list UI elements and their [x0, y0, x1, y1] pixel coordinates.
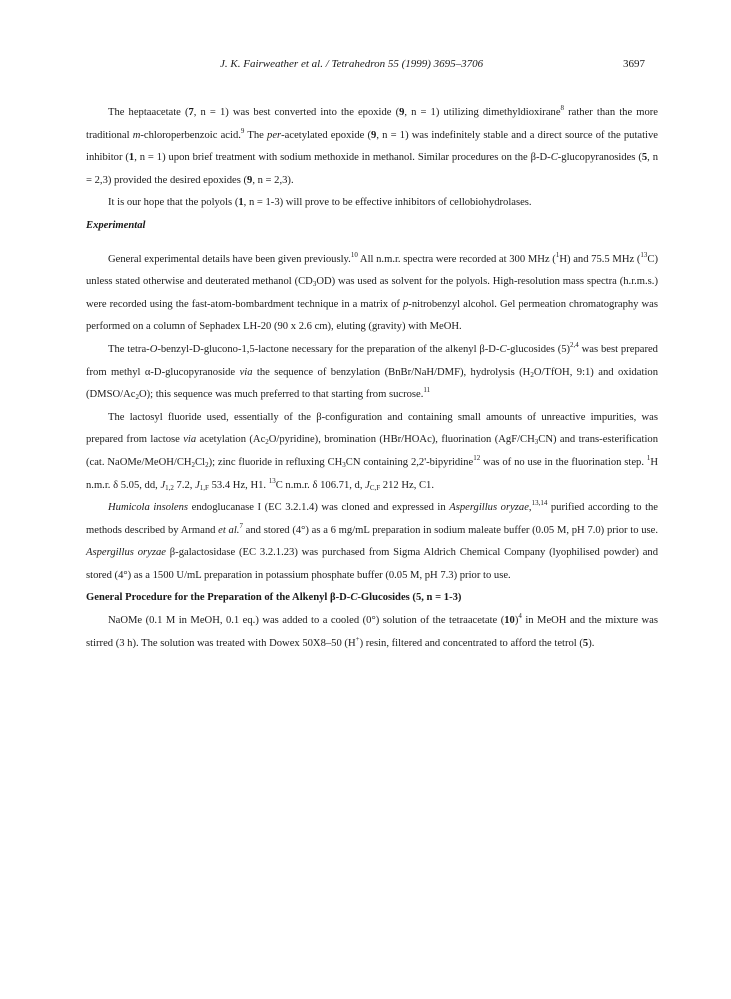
experimental-paragraph-2: The tetra-O-benzyl-D-glucono-1,5-lactone necessary for the preparation of the alkenyl β-D-C-glucosides $(5)^{2,4}$ was best prepared from methyl α-D-glucopyranoside via the sequence of benzylation (BnBr/NaH/DMF), hydrolysis ($H_2O$/TfOH, 9:1) and oxidation $(DMSO/Ac_2O)$; this sequence was much preferred to that starting from sucrose.$^{11}$: [86, 340, 658, 402]
running-title: J. K. Fairweather et al. / Tetrahedron 55 (1999) 3695–3706: [220, 58, 484, 70]
procedure-heading: General Procedure for the Preparation of the Alkenyl β-D-C-Glucosides (5, n = 1-3): [86, 592, 462, 604]
experimental-paragraph-1: General experimental details have been given previously.$^{10}$ All n.m.r. spectra were recorded at 300 MHz ($^1$H) and 75.5 MHz ($^{13}$C) unless stated otherwise and deuterated methanol $(CD_3OD)$ was used as solvent for the polyols. High-resolution mass spectra (h.r.m.s.) were recorded using the fast-atom-bombardment technique in a matrix of p-nitrobenzyl alcohol. Gel permeation chromatography was performed on a column of Sephadex LH-20 (90 x 2.6 cm), eluting (gravity) with MeOH.: [86, 250, 658, 333]
page-number: 3697: [623, 58, 645, 70]
experimental-heading: Experimental: [86, 219, 146, 231]
running-header: [0, 58, 731, 76]
experimental-paragraph-4: Humicola insolens endoglucanase I (EC 3.2.1.4) was cloned and expressed in Aspergillus oryzae,$^{13,14}$ purified according to the methods described by Armand et al.$^7$ and stored (4°) as a 6 mg/mL preparation in sodium maleate buffer (0.05 M, pH 7.0) prior to use. Aspergillus oryzae β-galactosidase (EC 3.2.1.23) was purchased from Sigma Aldrich Chemical Company (lyophilised powder) and stored (4°) as a 1500 U/mL preparation in potassium phosphate buffer (0.05 M, pH 7.3) prior to use.: [86, 499, 659, 581]
intro-paragraph-1: The heptaacetate (7, n = 1) was best converted into the epoxide (9, n = 1) utilizing dimethyldioxirane$^8$ rather than the more traditional m-chloroperbenzoic acid.$^9$ The per-acetylated epoxide (9, n = 1) was indefinitely stable and a direct source of the putative inhibitor (1, n = 1) upon brief treatment with sodium methoxide in methanol. Similar procedures on the β-D-C-glucopyranosides (5, n = 2,3) provided the desired epoxides (9, n = 2,3).: [86, 104, 658, 186]
experimental-paragraph-3: The lactosyl fluoride used, essentially of the β-configuration and containing small amounts of unreactive impurities, was prepared from lactose via acetylation $(Ac_2O/pyridine)$, bromination (HBr/HOAc), fluorination $(AgF/CH_3CN)$ and trans-esterification (cat. NaOMe/$MeOH/CH_2Cl_2$); zinc fluoride in refluxing $CH_3CN$ containing 2,2'-bipyridine$^{12}$ was of no use in the fluorination step. $^1$H n.m.r. δ 5.05, dd, $J_{1,2}$ 7.2, $J_{1,F}$ 53.4 Hz, H1. $^{13}$C n.m.r. δ 106.71, d, $J_{C,F}$ 212 Hz, C1.: [86, 411, 658, 492]
page-body: [86, 102, 658, 655]
procedure-paragraph-1: NaOMe (0.1 M in MeOH, 0.1 eq.) was added to a cooled (0°) solution of the tetraacetate $(10)^4$ in MeOH and the mixture was stirred (3 h). The solution was treated with Dowex 50X8–50 (H+) resin, filtered and concentrated to afford the tetrol (5).: [86, 612, 658, 649]
intro-paragraph-2: It is our hope that the polyols (1, n = 1-3) will prove to be effective inhibitors of cellobiohydrolases.: [108, 197, 532, 209]
